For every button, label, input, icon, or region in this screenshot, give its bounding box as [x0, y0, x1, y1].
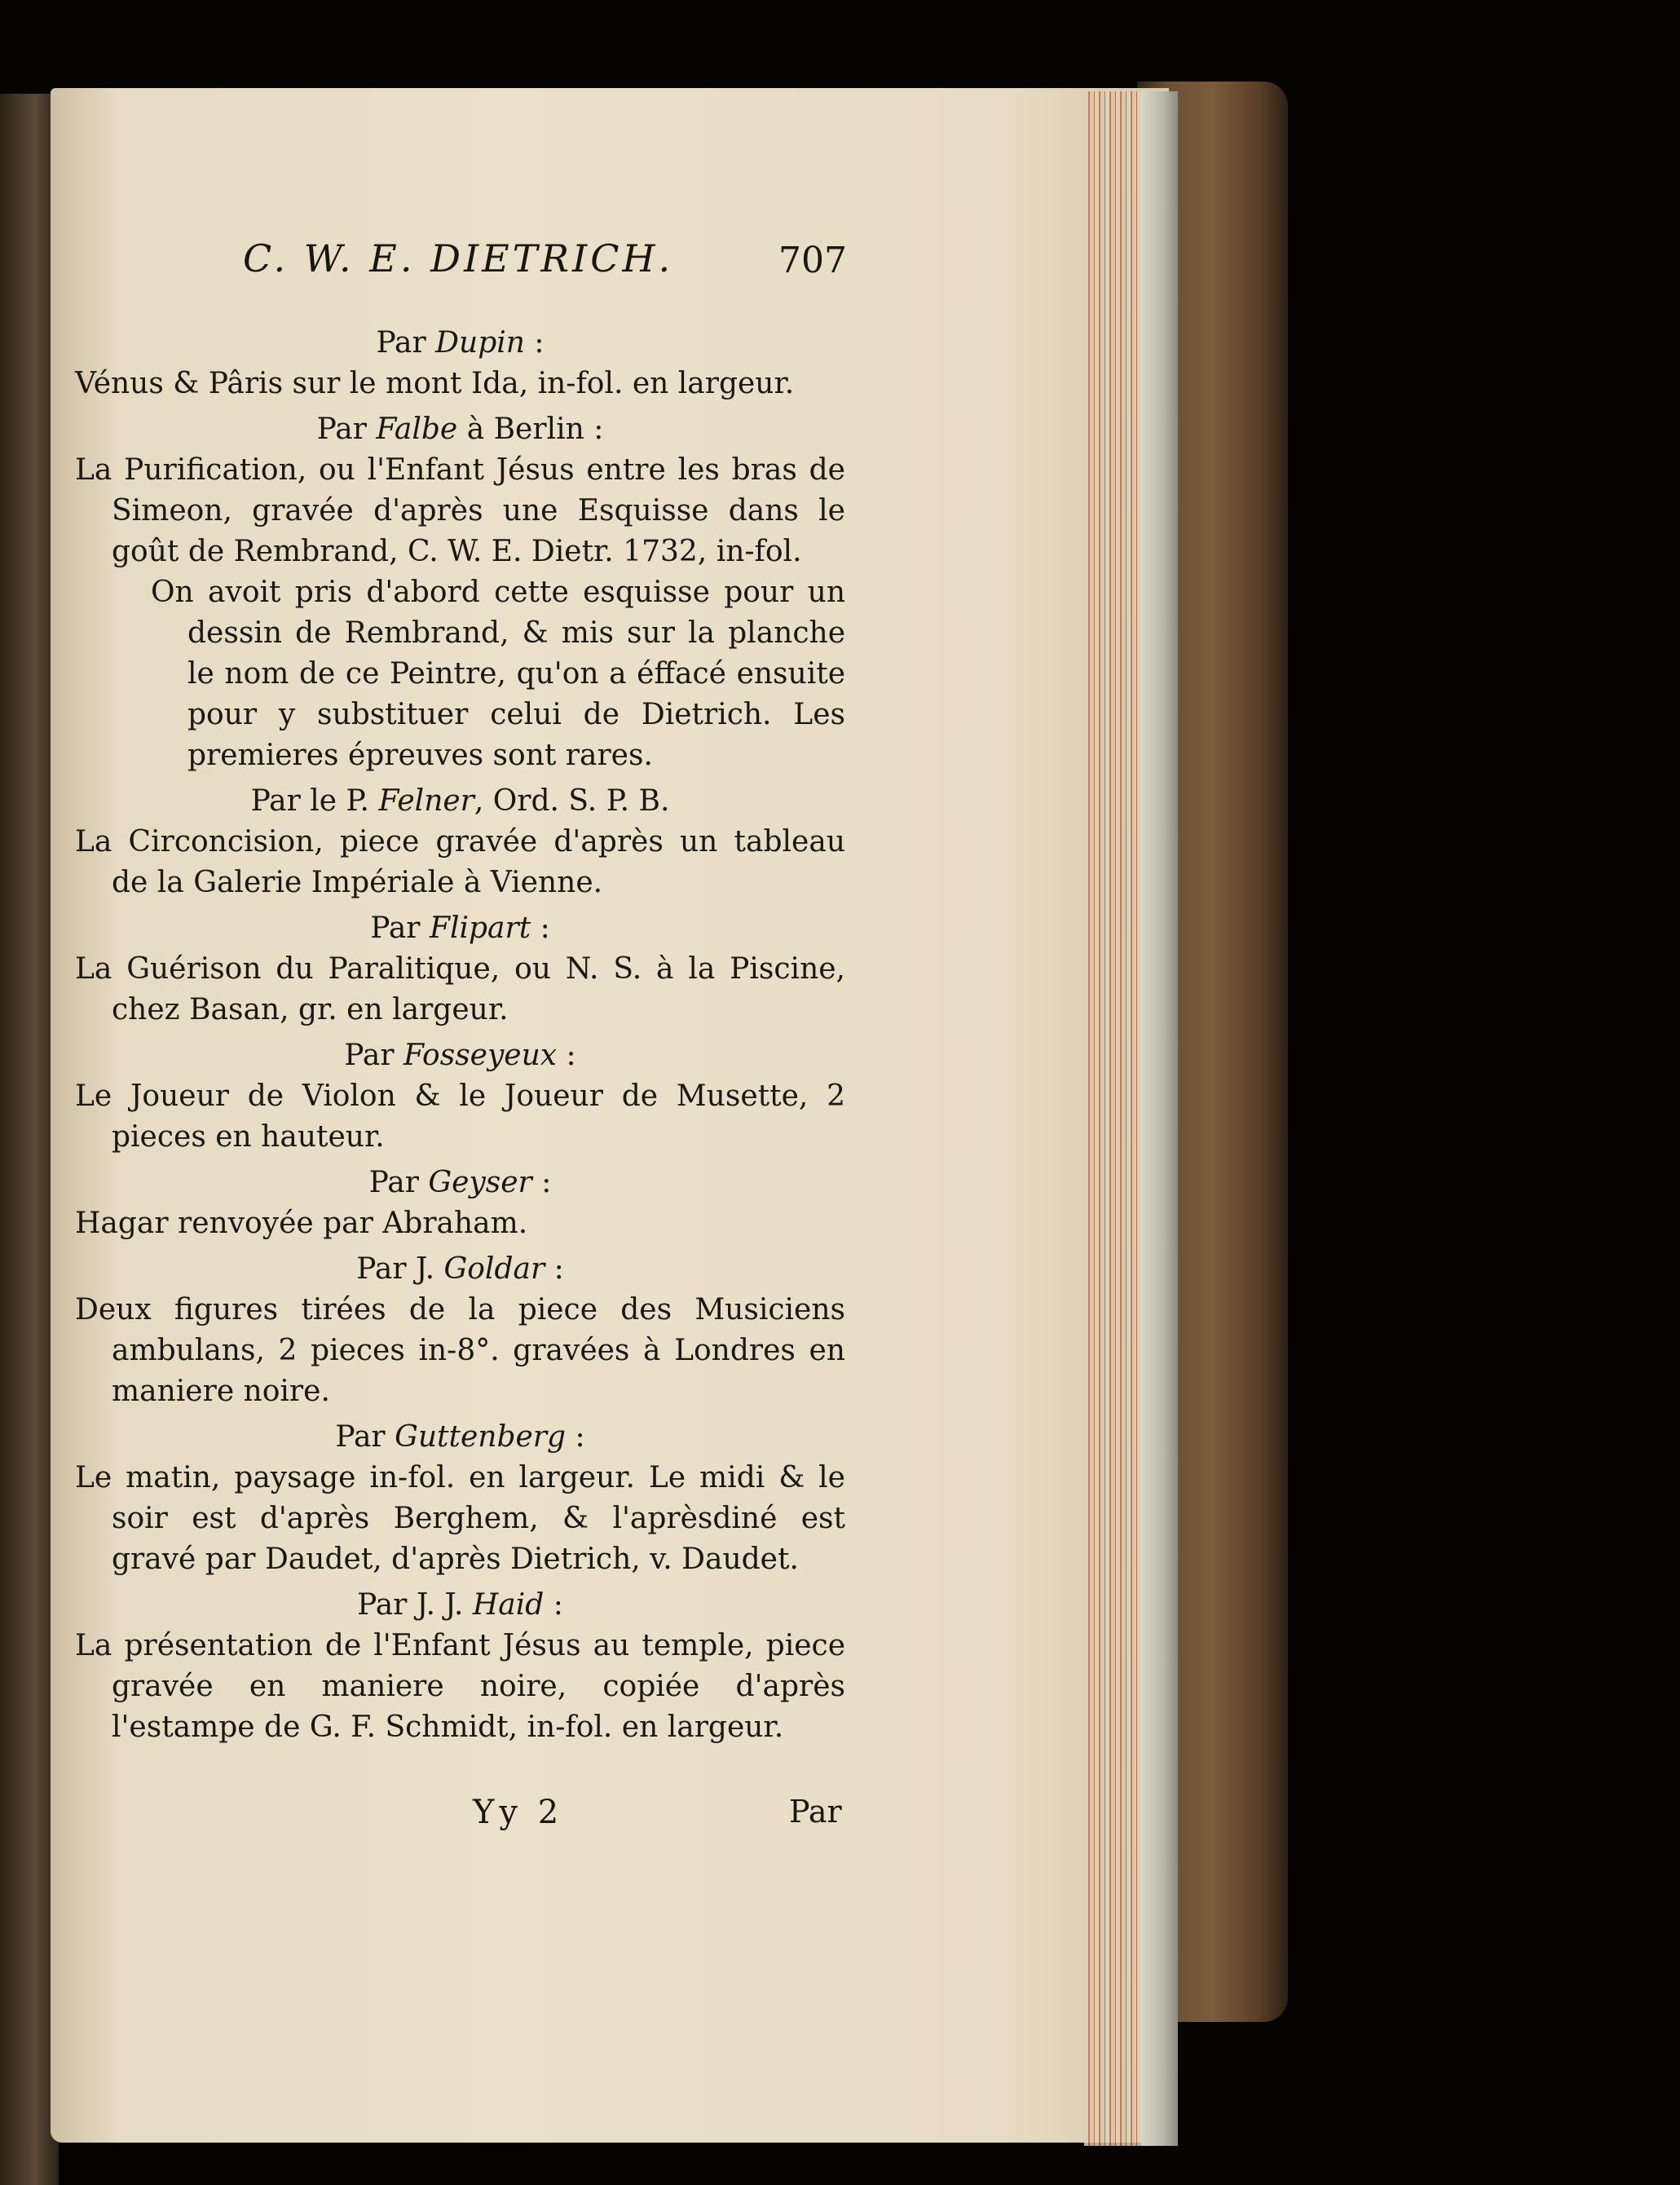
note: On avoit pris d'abord cette esquisse pour un dessin de Rembrand, & mis sur la planche le nom de ce Peintre, qu'on a éffacé ensuite pour y substituer celui de Dietrich. Les premieres épreuves sont rares. [151, 576, 845, 772]
entry: La Circoncision, piece gravée d'après un tableau de la Galerie Impériale à Vienne. [75, 825, 845, 899]
signature-mark: Yy 2 [473, 1794, 564, 1831]
section-heading: Par Geyser : [368, 1166, 552, 1199]
entry: Le Joueur de Violon & le Joueur de Musette, 2 pieces en hauteur. [75, 1079, 845, 1154]
section-heading: Par Flipart : [370, 912, 550, 945]
running-head: C. W. E. DIETRICH. [243, 236, 674, 280]
section-heading: Par Fosseyeux : [344, 1039, 576, 1072]
section-heading: Par Falbe à Berlin : [316, 413, 604, 446]
entry: La Guérison du Paralitique, ou N. S. à la Piscine, chez Basan, gr. en largeur. [75, 952, 845, 1026]
entry: La Purification, ou l'Enfant Jésus entre les bras de Simeon, gravée d'après une Esquisse dans le goût de Rembrand, C. W. E. Dietr. 1732, in-fol. [75, 453, 845, 568]
entry: La présentation de l'Enfant Jésus au temple, piece gravée en maniere noire, copiée d'après l'estampe de G. F. Schmidt, in-fol. en largeur. [75, 1629, 845, 1744]
entry: Le matin, paysage in-fol. en largeur. Le midi & le soir est d'après Berghem, & l'aprèsdiné est gravé par Daudet, d'après Dietrich, v. Daudet. [75, 1461, 845, 1576]
entry: Hagar renvoyée par Abraham. [75, 1207, 528, 1240]
page-number: 707 [778, 240, 847, 281]
catchword: Par [789, 1794, 842, 1830]
page-edges-inner [1141, 91, 1178, 2146]
section-heading: Par J. J. Haid : [357, 1588, 563, 1622]
text-block [75, 318, 845, 1748]
entry: Vénus & Pâris sur le mont Ida, in-fol. en largeur. [75, 367, 795, 400]
section-heading: Par Guttenberg : [335, 1420, 585, 1454]
section-heading: Par le P. Felner, Ord. S. P. B. [250, 784, 670, 818]
section-heading: Par J. Goldar : [356, 1252, 564, 1286]
section-heading: Par Dupin : [376, 326, 545, 360]
entry: Deux figures tirées de la piece des Musiciens ambulans, 2 pieces in-8°. gravées à Londres en maniere noire. [75, 1293, 845, 1408]
